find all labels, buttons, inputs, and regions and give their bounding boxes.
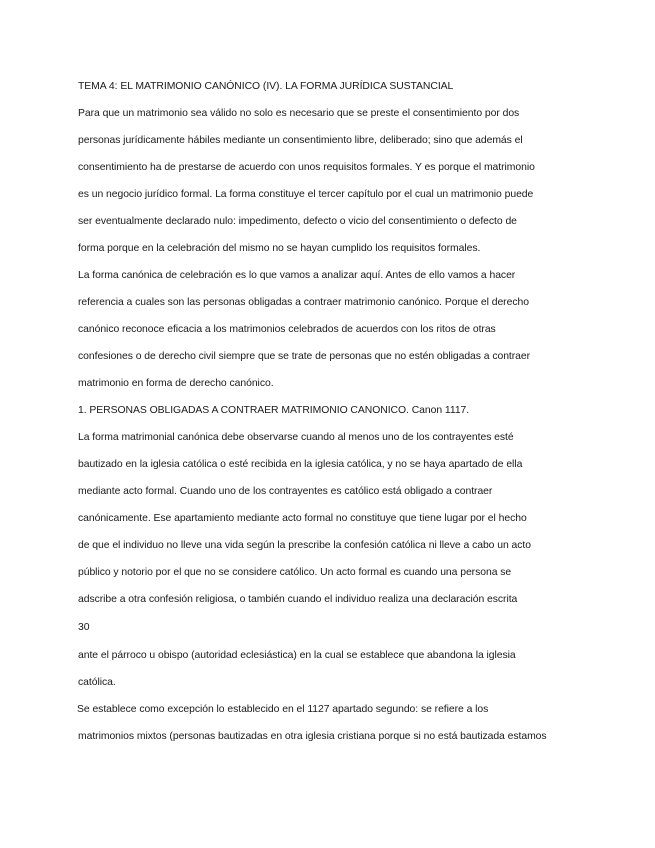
- paragraph-line: La forma matrimonial canónica debe observarse cuando al menos uno de los contrayentes esté: [78, 432, 514, 443]
- section-heading: 1. PERSONAS OBLIGADAS A CONTRAER MATRIMONIO CANONICO. Canon 1117.: [78, 405, 470, 416]
- paragraph-line: forma porque en la celebración del mismo no se hayan cumplido los requisitos formales.: [78, 243, 481, 254]
- paragraph-line: adscribe a otra confesión religiosa, o también cuando el individuo realiza una declaración escrita: [78, 594, 518, 605]
- paragraph-line: mediante acto formal. Cuando uno de los contrayentes es católico está obligado a contraer: [78, 486, 493, 497]
- paragraph-line: ser eventualmente declarado nulo: impedimento, defecto o vicio del consentimiento o defecto de: [78, 216, 517, 227]
- paragraph-line: matrimonios mixtos (personas bautizadas en otra iglesia cristiana porque si no está bautizada estamos: [78, 731, 547, 742]
- page-number: 30: [78, 622, 90, 633]
- paragraph-line: ante el párroco u obispo (autoridad eclesiástica) en la cual se establece que abandona la iglesia: [78, 650, 516, 661]
- paragraph-line: referencia a cuales son las personas obligadas a contraer matrimonio canónico. Porque el derecho: [78, 297, 529, 308]
- paragraph-line: bautizado en la iglesia católica o esté recibida en la iglesia católica, y no se haya apartado de ella: [78, 459, 523, 470]
- document-title: TEMA 4: EL MATRIMONIO CANÓNICO (IV). LA FORMA JURÍDICA SUSTANCIAL: [78, 81, 454, 92]
- paragraph-line: canónico reconoce eficacia a los matrimonios celebrados de acuerdos con los ritos de otras: [78, 324, 496, 335]
- paragraph-line: es un negocio jurídico formal. La forma constituye el tercer capítulo por el cual un matrimonio puede: [78, 189, 534, 200]
- paragraph-line: Para que un matrimonio sea válido no solo es necesario que se preste el consentimiento por dos: [78, 108, 520, 119]
- paragraph-line: matrimonio en forma de derecho canónico.: [78, 378, 274, 389]
- paragraph-line: público y notorio por el que no se considere católico. Un acto formal es cuando una persona se: [78, 567, 512, 578]
- paragraph-line: personas jurídicamente hábiles mediante un consentimiento libre, deliberado; sino que además el: [78, 135, 523, 146]
- paragraph-line: La forma canónica de celebración es lo que vamos a analizar aquí. Antes de ello vamos a hacer: [78, 270, 516, 281]
- paragraph-line: confesiones o de derecho civil siempre que se trate de personas que no estén obligadas a contraer: [78, 351, 531, 362]
- paragraph-line: católica.: [78, 677, 116, 688]
- paragraph-line: canónicamente. Ese apartamiento mediante acto formal no constituye que tiene lugar por el hecho: [78, 513, 527, 524]
- paragraph-line: consentimiento ha de prestarse de acuerdo con unos requisitos formales. Y es porque el matrimonio: [78, 162, 535, 173]
- paragraph-line: de que el individuo no lleve una vida según la prescribe la confesión católica ni lleve a cabo un acto: [78, 540, 531, 551]
- paragraph-line: Se establece como excepción lo establecido en el 1127 apartado segundo: se refiere a los: [77, 704, 489, 715]
